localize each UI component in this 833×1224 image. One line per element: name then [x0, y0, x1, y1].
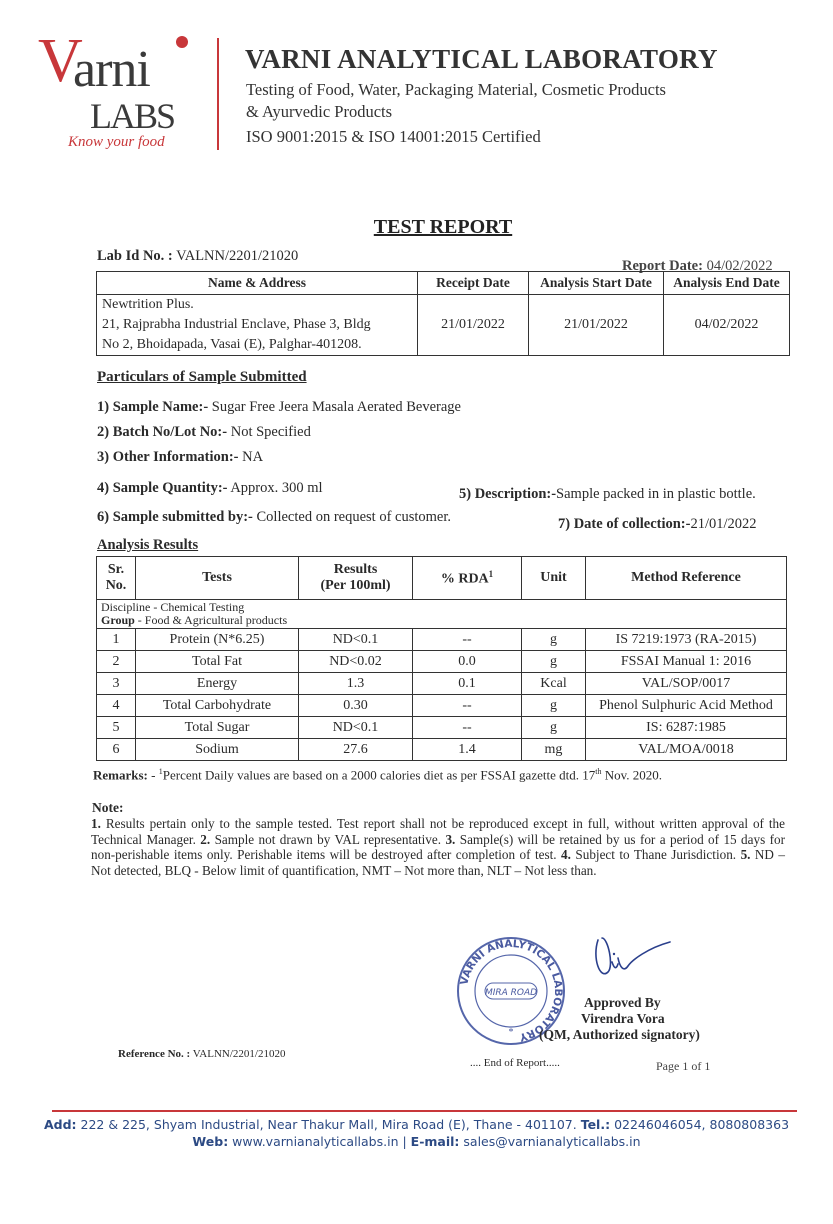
- result-value: 0.30: [299, 695, 413, 717]
- lab-certification: ISO 9001:2015 & ISO 14001:2015 Certified: [246, 127, 541, 146]
- result-unit: mg: [522, 739, 586, 761]
- sample-name-value: Sugar Free Jeera Masala Aerated Beverage: [211, 399, 461, 415]
- result-sr: 5: [97, 717, 136, 739]
- note-n3: 3.: [445, 831, 456, 847]
- result-sr: 6: [97, 739, 136, 761]
- collection-date: [558, 516, 757, 533]
- result-method: IS 7219:1973 (RA-2015): [586, 629, 787, 651]
- lab-id: [97, 248, 298, 265]
- collection-label: 7) Date of collection:-: [558, 516, 691, 532]
- note-t4: Subject to Thane Jurisdiction.: [570, 847, 741, 862]
- result-sr: 3: [97, 673, 136, 695]
- address-line1: Newtrition Plus.: [102, 297, 194, 312]
- note-n2: 2.: [200, 831, 211, 847]
- col-sr-label: Sr.: [107, 562, 125, 577]
- note-n1: 1.: [91, 816, 101, 831]
- col-unit: Unit: [522, 557, 586, 600]
- other-info-label: 3) Other Information:-: [97, 449, 239, 465]
- footer-email-label: E-mail:: [410, 1134, 460, 1149]
- col-tests: Tests: [136, 557, 299, 600]
- discipline-row: [97, 600, 787, 629]
- footer-add-label: Add:: [43, 1117, 77, 1132]
- other-info: [97, 449, 263, 466]
- col-analysis-start: Analysis Start Date: [529, 272, 664, 295]
- result-sr: 4: [97, 695, 136, 717]
- result-rda: 0.1: [413, 673, 522, 695]
- note-heading: Note:: [92, 800, 124, 815]
- result-rda: --: [413, 717, 522, 739]
- sample-quantity: [97, 480, 323, 497]
- note-t5: ND – Not detected, BLQ - Below limit of quantification, NMT – Not more than, NLT – Not less than.: [91, 847, 785, 878]
- result-rda: 0.0: [413, 651, 522, 673]
- remarks-label: Remarks:: [93, 767, 148, 783]
- other-info-value: NA: [242, 449, 264, 465]
- result-unit: g: [522, 717, 586, 739]
- submitted-value: Collected on request of customer.: [256, 509, 452, 525]
- result-row: [97, 695, 787, 717]
- col-rda-sup: 1: [488, 568, 494, 579]
- result-unit: Kcal: [522, 673, 586, 695]
- result-value: 27.6: [299, 739, 413, 761]
- logo-word-labs: LABS: [90, 96, 175, 136]
- logo-word-arni: arni: [73, 41, 150, 98]
- quantity-value: Approx. 300 ml: [230, 480, 323, 496]
- col-results: [299, 557, 413, 600]
- analysis-results-table: [96, 556, 787, 761]
- result-row: [97, 651, 787, 673]
- reference-label: Reference No. :: [118, 1048, 191, 1060]
- sample-name: [97, 399, 461, 416]
- col-sr-no: [97, 557, 136, 600]
- remarks: Remarks: - $^1$Percent Daily values are based on a 2000 calories diet as per FSSAI gazette dtd. 17th Nov. 2020.: [93, 767, 662, 783]
- result-method: FSSAI Manual 1: 2016: [586, 651, 787, 673]
- logo-letter-v: V: [38, 27, 83, 95]
- client-address: [97, 295, 418, 356]
- group-value: - Food & Agricultural products: [134, 613, 288, 627]
- remarks-text-sup: th: [595, 767, 602, 776]
- col-results-label: Results: [333, 562, 378, 577]
- note-t2: Sample not drawn by VAL representative.: [210, 831, 446, 847]
- submitted-by: [97, 509, 451, 526]
- client-info-table: [96, 271, 790, 356]
- footer-email-value: sales@varnianalyticallabs.in: [459, 1134, 641, 1149]
- svg-text:*: *: [508, 1027, 514, 1038]
- group-label: Group: [101, 613, 135, 627]
- analysis-end-date: 04/02/2022: [664, 295, 790, 356]
- approved-by-label: Approved By: [584, 995, 661, 1010]
- col-method: Method Reference: [586, 557, 787, 600]
- logo-tagline: Know your food: [68, 134, 165, 150]
- result-test: Energy: [136, 673, 299, 695]
- submitted-label: 6) Sample submitted by:-: [97, 509, 253, 525]
- address-line2: 21, Rajprabha Industrial Enclave, Phase 3, Bldg: [102, 317, 371, 332]
- col-rda: [413, 557, 522, 600]
- sample-name-label: 1) Sample Name:-: [97, 399, 209, 415]
- footer-divider: [52, 1110, 797, 1112]
- result-test: Total Fat: [136, 651, 299, 673]
- result-sr: 1: [97, 629, 136, 651]
- result-unit: g: [522, 651, 586, 673]
- approver-title: (QM, Authorized signatory): [539, 1027, 700, 1042]
- note-n4: 4.: [561, 847, 571, 862]
- result-value: ND<0.1: [299, 629, 413, 651]
- result-unit: g: [522, 629, 586, 651]
- footer-web-value: www.varnianalyticallabs.in |: [228, 1134, 411, 1149]
- result-value: ND<0.02: [299, 651, 413, 673]
- result-row: [97, 717, 787, 739]
- quantity-label: 4) Sample Quantity:-: [97, 480, 228, 496]
- description-value: Sample packed in in plastic bottle.: [556, 486, 756, 502]
- batch-value: Not Specified: [230, 424, 311, 440]
- result-sr: 2: [97, 651, 136, 673]
- result-method: IS: 6287:1985: [586, 717, 787, 739]
- result-value: 1.3: [299, 673, 413, 695]
- result-rda: --: [413, 695, 522, 717]
- col-receipt-date: Receipt Date: [418, 272, 529, 295]
- group-text: [101, 614, 782, 627]
- result-row: [97, 629, 787, 651]
- batch-label: 2) Batch No/Lot No:-: [97, 424, 228, 440]
- collection-value: 21/01/2022: [690, 516, 757, 532]
- col-rda-label: % RDA: [440, 571, 489, 587]
- company-logo: [38, 27, 208, 155]
- particulars-title: Particulars of Sample Submitted: [97, 369, 307, 385]
- stamp-center-text: MIRA ROAD: [484, 988, 538, 998]
- end-of-report: .... End of Report.....: [470, 1057, 560, 1069]
- reference-value: VALNN/2201/21020: [192, 1048, 286, 1060]
- result-test: Total Sugar: [136, 717, 299, 739]
- address-line3: No 2, Bhoidapada, Vasai (E), Palghar-401208.: [102, 337, 362, 352]
- batch-no: [97, 424, 311, 441]
- footer-tel-label: Tel.:: [580, 1117, 611, 1132]
- report-date-value: 04/02/2022: [706, 258, 773, 274]
- analysis-results-title: Analysis Results: [97, 537, 199, 553]
- footer-tel-value: 02246046054, 8080808363: [610, 1117, 790, 1132]
- col-name-address: Name & Address: [97, 272, 418, 295]
- remarks-sup: 1: [158, 767, 163, 776]
- result-rda: --: [413, 629, 522, 651]
- lab-name: VARNI ANALYTICAL LABORATORY: [245, 44, 718, 74]
- page-number: Page 1 of 1: [656, 1059, 711, 1073]
- result-method: VAL/SOP/0017: [586, 673, 787, 695]
- sample-description: [459, 486, 756, 503]
- report-title: TEST REPORT: [373, 216, 513, 238]
- analysis-start-date: 21/01/2022: [529, 295, 664, 356]
- remarks-text-b: Nov. 2020.: [601, 767, 662, 783]
- remarks-text-a: Percent Daily values are based on a 2000 calories diet as per FSSAI gazette dtd. 17: [162, 767, 596, 783]
- header-divider: [217, 38, 219, 150]
- lab-id-value: VALNN/2201/21020: [176, 248, 299, 264]
- note-t1: Results pertain only to the sample tested. Test report shall not be reproduced except in full, without written approval of the Technical Manager.: [91, 816, 785, 847]
- note-n5: 5.: [740, 847, 751, 862]
- col-results-unit: (Per 100ml): [320, 578, 391, 593]
- footer-web-label: Web:: [192, 1134, 229, 1149]
- result-method: Phenol Sulphuric Acid Method: [586, 695, 787, 717]
- report-date-label: Report Date:: [622, 258, 703, 274]
- col-no-label: No.: [105, 578, 127, 593]
- description-label: 5) Description:-: [459, 486, 557, 502]
- col-analysis-end: Analysis End Date: [664, 272, 790, 295]
- reference-no: [118, 1048, 285, 1060]
- signature: [588, 928, 688, 988]
- footer-web: [0, 1134, 833, 1149]
- note-t3: Sample(s) will be retained by us for a period of 15 days for non-perishable items only. Perishable items will be destroyed after completion of test.: [91, 831, 785, 862]
- footer-address: [0, 1117, 833, 1132]
- result-method: VAL/MOA/0018: [586, 739, 787, 761]
- result-unit: g: [522, 695, 586, 717]
- result-test: Sodium: [136, 739, 299, 761]
- note-text: [91, 816, 785, 878]
- result-test: Protein (N*6.25): [136, 629, 299, 651]
- lab-services-line1: Testing of Food, Water, Packaging Material, Cosmetic Products: [246, 80, 666, 99]
- result-row: [97, 673, 787, 695]
- logo-dot: [176, 36, 188, 48]
- lab-id-label: Lab Id No. :: [97, 248, 173, 264]
- result-row: [97, 739, 787, 761]
- lab-services-line2: & Ayurvedic Products: [246, 102, 393, 121]
- result-value: ND<0.1: [299, 717, 413, 739]
- footer-add-value: 222 & 225, Shyam Industrial, Near Thakur Mall, Mira Road (E), Thane - 401107.: [76, 1117, 581, 1132]
- result-test: Total Carbohydrate: [136, 695, 299, 717]
- approver-name: Virendra Vora: [581, 1011, 665, 1026]
- result-rda: 1.4: [413, 739, 522, 761]
- stamp-ring-text: VARNI ANALYTICAL LABORATORY: [458, 937, 565, 1044]
- discipline-text: Discipline - Chemical Testing: [101, 600, 245, 614]
- receipt-date: 21/01/2022: [418, 295, 529, 356]
